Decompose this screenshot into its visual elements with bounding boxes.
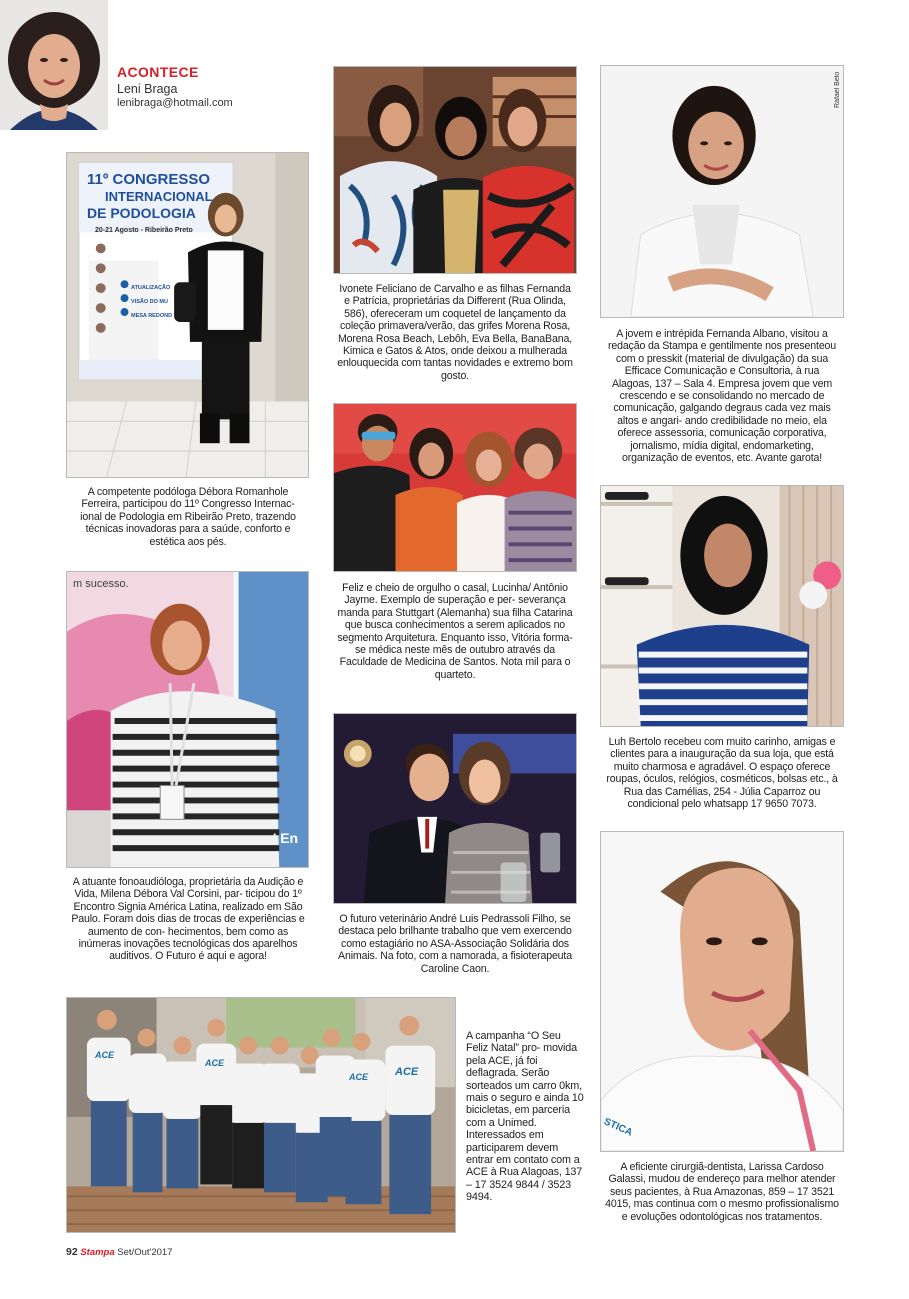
banner-line-3: DE PODOLOGIA bbox=[87, 205, 196, 221]
andre-photo bbox=[333, 713, 577, 904]
section-title: ACONTECE bbox=[117, 64, 199, 80]
luh-photo bbox=[600, 485, 844, 727]
banner-line-2: INTERNACIONAL bbox=[105, 189, 213, 204]
podologa-photo bbox=[66, 152, 309, 478]
caption-andre: O futuro veterinário André Luis Pedrassoli Filho, se destaca pelo brilhante trabalho que vem exercendo como estagiário no ASA-Associação Solidária dos Animais. Na foto, com a namorada, a fisioterapeuta Caroline Caon. bbox=[338, 913, 572, 975]
author-photo bbox=[0, 0, 108, 130]
different-photo bbox=[333, 66, 577, 274]
ace-shirt-logo: ACE bbox=[205, 1058, 225, 1068]
caption-fono: A atuante fonoaudióloga, proprietária da Audição e Vida, Milena Débora Val Corsini, par- ticipou do 1º Encontro Signia América Latina, realizado em São Paulo. Foram dois dias de trocas de experiências e aumento de con- hecimentos, bem como as inúmeras inovações tecnológicas dos aparelhos auditivos. O Futuro é aqui e agora! bbox=[71, 876, 305, 963]
fono-photo bbox=[66, 571, 309, 868]
page-number: 92 bbox=[66, 1246, 78, 1258]
fono-banner-text: m sucesso. bbox=[73, 578, 129, 590]
larissa-shirt-text: STICA bbox=[602, 1116, 634, 1139]
author-email: lenibraga@hotmail.com bbox=[117, 97, 233, 109]
larissa-photo bbox=[600, 831, 844, 1152]
caption-different: Ivonete Feliciano de Carvalho e as filhas Fernanda e Patrícia, proprietárias da Different (Rua Olinda, 586), ofereceram um coquetel de lançamento da coleção primavera/verão, das grifes Morena Rosa, Morena Rosa Beach, Lebôh, Eva Bella, BanaBana, Kimica e Gatos & Atos, onde deixou a mulherada enlouquecida com tantas novidades e extremo bom gosto. bbox=[337, 283, 573, 382]
caption-ace: A campanha “O Seu Feliz Natal” pro- movida pela ACE, já foi deflagrada. Serão sorteados um carro 0km, mais o seguro e ainda 10 bicicletas, em parceria com a Unimed. Interessados em participarem devem entrar em contato com a ACE à Rua Alagoas, 137 – 17 3524 9844 / 3523 9494. bbox=[466, 1030, 584, 1204]
caption-podologa: A competente podóloga Débora Romanhole Ferreira, participou do 11º Congresso Internac- ional de Podologia em Ribeirão Preto, trazendo técnicas inovadoras para a saúde, conforto e estética aos pés. bbox=[80, 486, 296, 548]
fernanda-photo bbox=[600, 65, 844, 318]
fono-corner-text: ' En bbox=[273, 830, 299, 846]
issue-date: Set/Out'2017 bbox=[117, 1247, 173, 1258]
author-name: Leni Braga bbox=[117, 82, 178, 96]
ace-shirt-logo: ACE bbox=[395, 1066, 419, 1078]
magazine-name: Stampa bbox=[80, 1247, 115, 1258]
banner-item-3: MESA REDOND bbox=[131, 313, 173, 319]
ace-shirt-logo: ACE bbox=[95, 1050, 115, 1060]
ace-group-photo bbox=[66, 997, 456, 1233]
caption-fernanda: A jovem e intrépida Fernanda Albano, visitou a redação da Stampa e gentilmente nos presenteou com o presskit (material de divulgação) da sua Efficace Comunicação e Consultoria, à rua Alagoas, 137 – Sala 4. Empresa jovem que vem crescendo e se consolidando no mercado de comunicação, galgando degraus cada vez mais altos e angari- ando credibilidade no meio, ela oferece assessoria, comunicação corporativa, jornalismo, mídia digital, endomarketing, organização de eventos, etc. Avante garota! bbox=[607, 328, 837, 465]
caption-luh: Luh Bertolo recebeu com muito carinho, amigas e clientes para a inauguração da sua loja, que está muito charmosa e agradável. O espaço oferece roupas, óculos, relógios, cosméticos, bolsas etc., à Rua das Camélias, 254 - Júlia Caparroz ou condicional pelo whatsapp 17 9650 7073. bbox=[606, 736, 838, 811]
banner-line-1: 11º CONGRESSO bbox=[87, 171, 211, 188]
banner-item-2: VISÃO DO MU bbox=[131, 299, 168, 305]
page-footer bbox=[66, 1246, 172, 1258]
jayme-photo bbox=[333, 403, 577, 572]
banner-item-1: ATUALIZAÇÃO bbox=[131, 285, 171, 291]
caption-jayme: Feliz e cheio de orgulho o casal, Lucinha/ Antônio Jayme. Exemplo de superação e per- severança manda para Stuttgart (Alemanha) sua filha Catarina que busca conhecimentos a serem aplicados no segmento Arquitetura. Enquanto isso, Vitória forma-se médica neste mês de outubro através da Faculdade de Medicina de Santos. Nota mil para o quarteto. bbox=[337, 582, 573, 681]
caption-larissa: A eficiente cirurgiã-dentista, Larissa Cardoso Galassi, mudou de endereço para melhor atender seus pacientes, à Rua Amazonas, 859 – 17 3521 4015, mas continua com o mesmo profissionalismo e evoluções odontológicas nos tratamentos. bbox=[605, 1161, 839, 1223]
ace-shirt-logo: ACE bbox=[349, 1072, 369, 1082]
banner-line-4: 20-21 Agosto - Ribeirão Preto bbox=[95, 227, 193, 234]
photo-credit: Rafael Belo bbox=[834, 71, 841, 108]
